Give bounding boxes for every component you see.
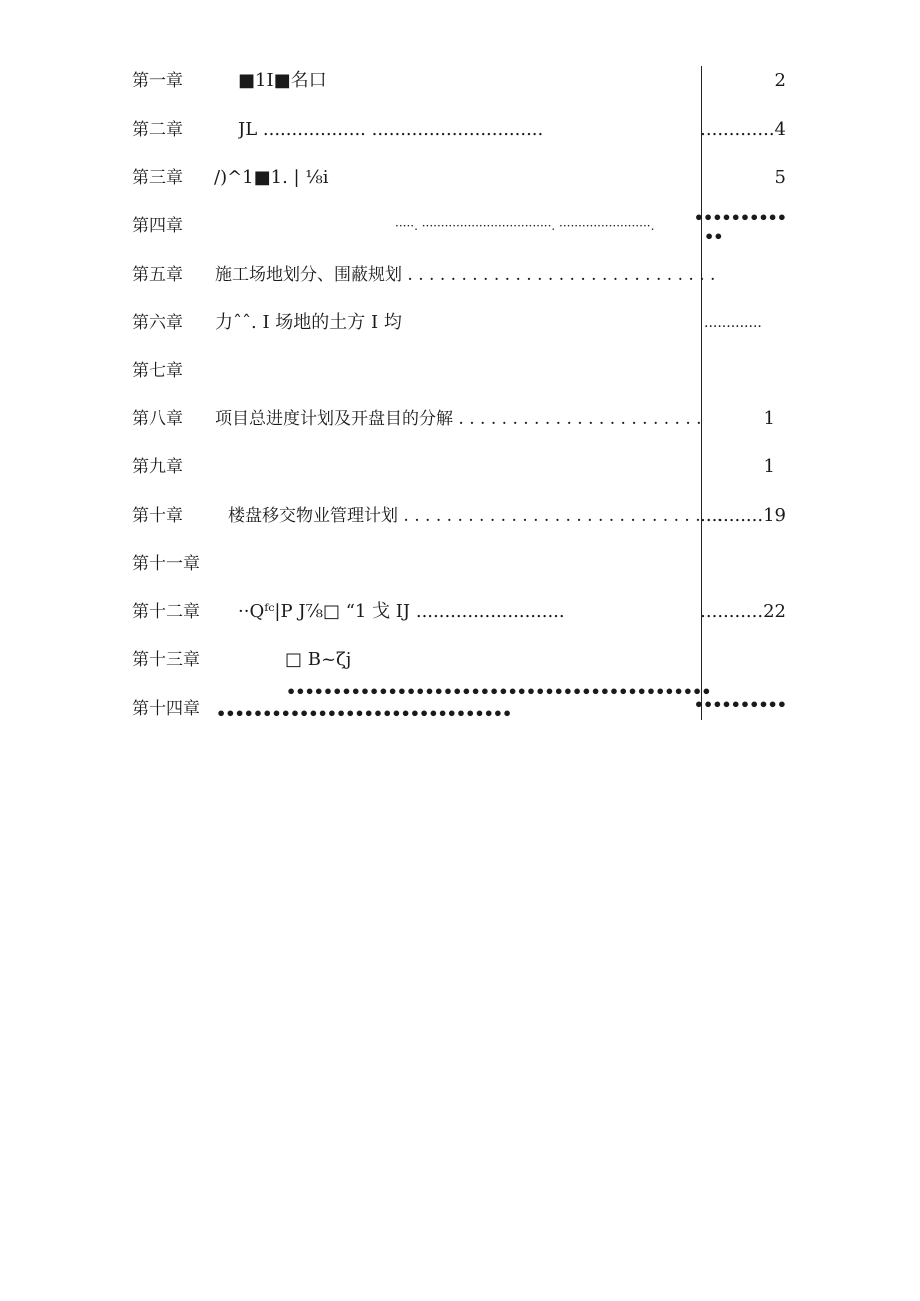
chapter-label: 第十一章 [132,554,200,574]
page-number: ...........22 [700,601,786,622]
toc-row [0,599,920,647]
chapter-title: 施工场地划分、围蔽规划 . . . . . . . . . . . . . . . . . . . . . . . . . . . . . [215,265,716,285]
chapter-title: ··Qᶠᶜ|P J⅞□ “1 戈 IJ .......................... [238,601,565,622]
chapter-label: 第十四章 [132,699,200,719]
toc-row [0,68,920,116]
chapter-title: /)^1■1. | ⅛i [214,167,329,188]
chapter-label: 第十章 [132,506,183,526]
chapter-label: 第五章 [132,265,183,285]
chapter-label: 第十二章 [132,602,200,622]
page-number: 1 [763,456,775,477]
chapter-label: 第十三章 [132,650,200,670]
chapter-title: JL .................. .............................. [238,119,544,140]
page-number: 5 [774,167,786,188]
chapter-label: 第六章 [132,313,183,333]
chapter-title: •••••••••••••••••••••••••••••••• [216,704,512,723]
toc-row [0,310,920,358]
chapter-title: ·····. ··································. ························. [395,219,655,233]
page-number: .............4 [700,119,786,140]
toc-row [0,682,920,744]
toc-row [0,208,920,261]
chapter-title: 楼盘移交物业管理计划 . . . . . . . . . . . . . . . . . . . . . . . . . . . . . . [228,506,723,526]
page-number: ............. [704,315,762,331]
toc-row [0,503,920,551]
chapter-title: ■1I■名口 [238,70,327,91]
toc-row [0,117,920,165]
chapter-label: 第八章 [132,409,183,429]
chapter-title-dots-upper: •••••••••••••••••••••••••••••••••••••••••••••• [286,682,711,701]
chapter-label: 第四章 [132,216,183,236]
chapter-label: 第七章 [132,361,183,381]
toc-row [0,358,920,406]
chapter-title: 力ˆˆ. I 场地的土方 I 均 [215,312,402,333]
page-number: •••••••••• [693,695,786,714]
page-number-continuation: •• [704,227,723,246]
toc-row [0,406,920,454]
chapter-label: 第一章 [132,71,183,91]
toc-row [0,454,920,502]
page-number: 2 [774,70,786,91]
page-number: •••••••••• [693,208,786,227]
toc-row [0,262,920,310]
page-number: ...........19 [700,505,786,526]
chapter-title: 项目总进度计划及开盘目的分解 . . . . . . . . . . . . . . . . . . . . . . . [215,409,702,429]
toc-row [0,551,920,599]
chapter-label: 第三章 [132,168,183,188]
chapter-label: 第二章 [132,120,183,140]
chapter-title: □ B~ζj [285,649,352,670]
page-number: 1 [763,408,775,429]
chapter-label: 第九章 [132,457,183,477]
